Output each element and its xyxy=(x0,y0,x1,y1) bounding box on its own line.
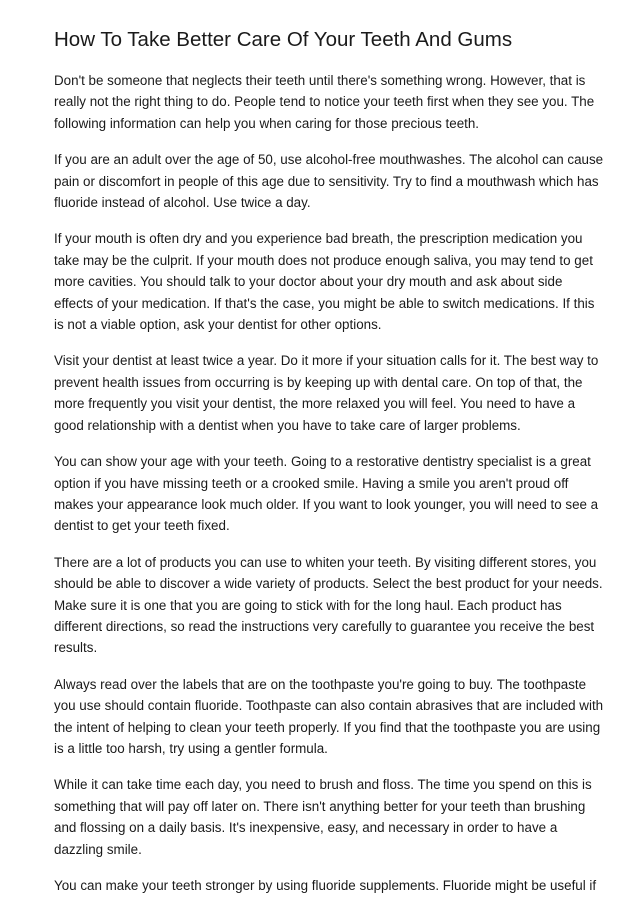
paragraph-line: effects of your medication. If that's the case, you might be able to switch medications. If this xyxy=(54,295,595,311)
paragraph-line: the intent of helping to clean your teeth properly. If you find that the toothpaste you are using xyxy=(54,719,601,735)
paragraph-line: If you are an adult over the age of 50, use alcohol-free mouthwashes. The alcohol can cause xyxy=(54,152,604,168)
paragraph-line: more frequently you visit your dentist, the more relaxed you will feel. You need to have a xyxy=(54,396,576,412)
paragraph-line: really not the right thing to do. People tend to notice your teeth first when they see you. The xyxy=(54,94,595,110)
body-paragraph xyxy=(54,451,599,537)
body-paragraph xyxy=(54,875,597,896)
body-paragraph xyxy=(54,674,604,760)
paragraph-line: more cavities. You should talk to your doctor about your dry mouth and ask about side xyxy=(54,274,563,290)
body-paragraph xyxy=(54,149,604,213)
paragraph-line: pain or discomfort in people of this age due to sensitivity. Try to find a mouthwash which has xyxy=(54,173,599,189)
paragraph-line: makes your appearance look much older. If you want to look younger, you will need to see a xyxy=(54,496,599,512)
body-paragraph xyxy=(54,774,592,860)
paragraph-line: take may be the culprit. If your mouth does not produce enough saliva, you may tend to get xyxy=(54,252,593,268)
paragraph-line: dentist to get your teeth fixed. xyxy=(54,518,230,534)
paragraph-line: results. xyxy=(54,640,98,656)
paragraph-line: Visit your dentist at least twice a year. Do it more if your situation calls for it. The best way to xyxy=(54,353,599,369)
paragraph-line: While it can take time each day, you need to brush and floss. The time you spend on this is xyxy=(54,777,592,793)
paragraph-line: something that will pay off later on. There isn't anything better for your teeth than brushing xyxy=(54,798,586,814)
body-paragraph xyxy=(54,350,599,436)
paragraph-line: You can make your teeth stronger by using fluoride supplements. Fluoride might be useful if xyxy=(54,878,597,893)
paragraph-line: Make sure it is one that you are going to stick with for the long haul. Each product has xyxy=(54,597,562,613)
document-body xyxy=(54,70,604,903)
paragraph-line: There are a lot of products you can use to whiten your teeth. By visiting different stores, you xyxy=(54,554,597,570)
paragraph-line: option if you have missing teeth or a crooked smile. Having a smile you aren't proud off xyxy=(54,475,569,491)
paragraph-line: good relationship with a dentist when you have to take care of larger problems. xyxy=(54,417,521,433)
paragraph-line: different directions, so read the instructions very carefully to guarantee you receive the best xyxy=(54,618,595,634)
paragraph-line: prevent health issues from occurring is by keeping up with dental care. On top of that, the xyxy=(54,374,583,390)
body-paragraph xyxy=(54,552,603,659)
paragraph-line: is a little too harsh, try using a gentler formula. xyxy=(54,740,328,756)
paragraph-line: and flossing on a daily basis. It's inexpensive, easy, and necessary in order to have a xyxy=(54,820,558,836)
paragraph-line: is not a viable option, ask your dentist for other options. xyxy=(54,317,382,333)
body-paragraph xyxy=(54,228,595,335)
paragraph-line: Always read over the labels that are on the toothpaste you're going to buy. The toothpaste xyxy=(54,676,587,692)
paragraph-line: dazzling smile. xyxy=(54,841,142,857)
paragraph-line: You can show your age with your teeth. Going to a restorative dentistry specialist is a great xyxy=(54,454,591,470)
body-paragraph xyxy=(54,70,595,134)
paragraph-line: If your mouth is often dry and you experience bad breath, the prescription medication you xyxy=(54,231,583,247)
paragraph-line: should be able to discover a wide variety of products. Select the best product for your needs. xyxy=(54,576,603,592)
document-title: How To Take Better Care Of Your Teeth And Gums xyxy=(54,28,513,51)
paragraph-line: you use should contain fluoride. Toothpaste can also contain abrasives that are included with xyxy=(54,698,604,714)
paragraph-line: fluoride instead of alcohol. Use twice a day. xyxy=(54,195,311,211)
paragraph-line: following information can help you when caring for those precious teeth. xyxy=(54,115,480,131)
paragraph-line: Don't be someone that neglects their teeth until there's something wrong. However, that is xyxy=(54,73,586,88)
